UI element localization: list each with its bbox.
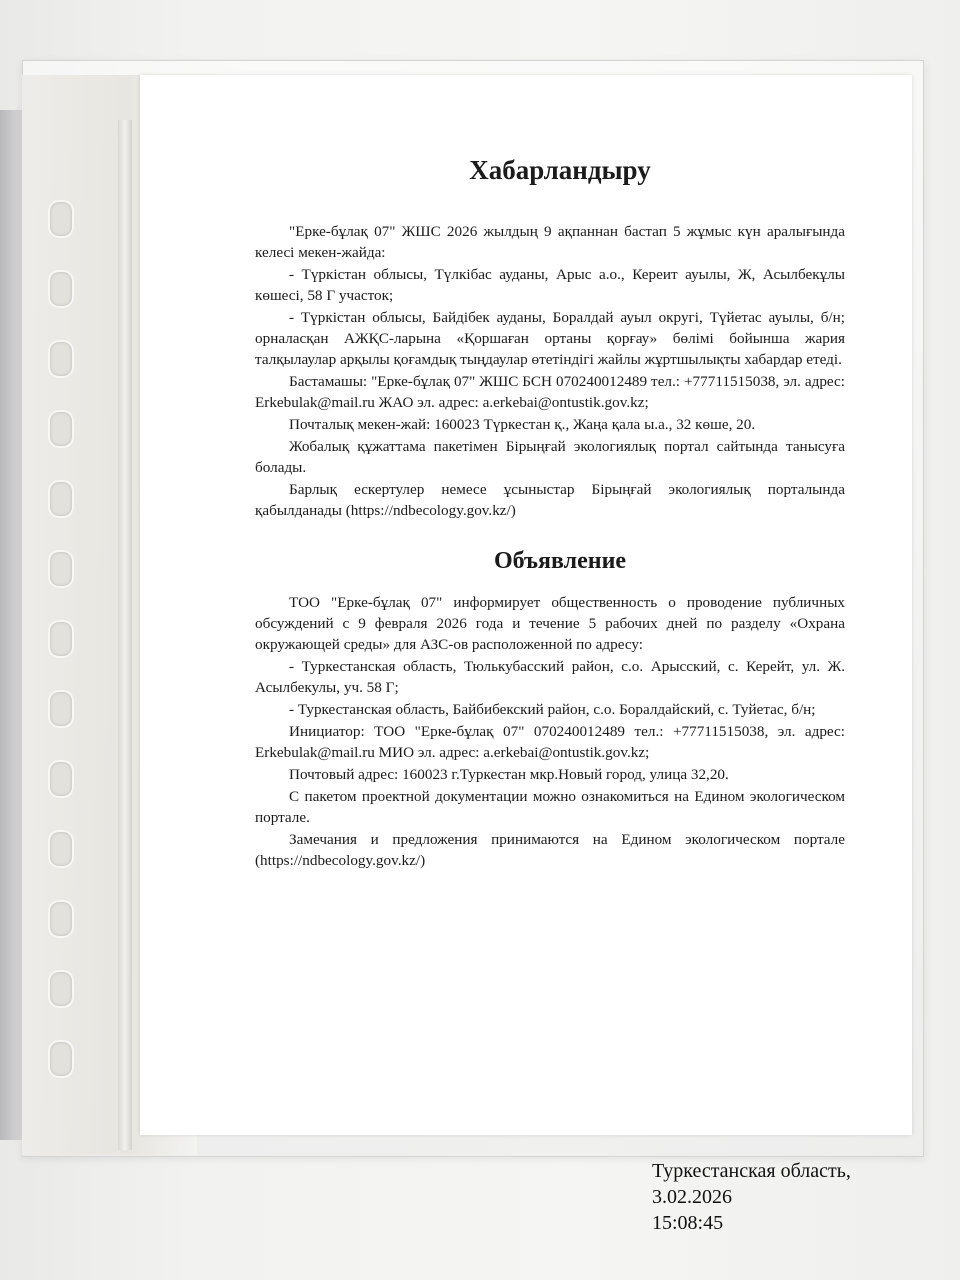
adjacent-sheet (0, 110, 23, 1140)
kz-postal-address: Почталық мекен-жай: 160023 Түркестан қ., Жаңа қала ы.а., 32 көше, 20. (289, 416, 756, 433)
ru-initiator: Инициатор: ТОО "Ерке-бұлақ 07" 070240012489 тел.: +77711515038, эл. адрес: Erkebulak@mail.ru МИО эл. адрес: a.erkebai@ontustik.gov.kz; (255, 723, 845, 761)
kz-address-1: - Түркістан облысы, Түлкібас ауданы, Арыс а.о., Кереит ауылы, Ж, Асылбекұлы көшесі, 58 Г участок; (255, 266, 845, 304)
timestamp-date: 3.02.2026 (652, 1186, 732, 1208)
ru-comments-note: Замечания и предложения принимаются на Едином экологическом портале (https://ndbecology.gov.kz/) (255, 831, 845, 869)
punch-hole (48, 550, 74, 588)
punch-hole (48, 690, 74, 728)
ru-address-2: - Туркестанская область, Байбибекский район, с.о. Боралдайский, с. Туйетас, б/н; (289, 701, 816, 718)
kz-documents-note: Жобалық құжаттама пакетімен Бірыңғай экологиялық портал сайтында танысуға болады. (255, 438, 845, 476)
ru-postal-address: Почтовый адрес: 160023 г.Туркестан мкр.Новый город, улица 32,20. (289, 766, 729, 783)
punch-hole (48, 970, 74, 1008)
photo-timestamp (652, 1158, 851, 1236)
ru-paragraph-intro: ТОО "Ерке-бұлақ 07" информирует общественность о проводение публичных обсуждений с 9 февраля 2026 года и течение 5 рабочих дней по разделу «Охрана окружающей среды» для АЗС-ов расположенной по адресу: (255, 594, 845, 653)
binder-edge (118, 120, 132, 1150)
punch-hole (48, 620, 74, 658)
punch-hole (48, 270, 74, 308)
kz-title: Хабарландыру (469, 155, 651, 185)
kz-initiator: Бастамашы: "Ерке-бұлақ 07" ЖШС БСН 070240012489 тел.: +77711515038, эл. адрес: Erkebulak@mail.ru ЖАО эл. адрес: a.erkebai@ontustik.gov.kz; (255, 373, 845, 411)
punch-hole (48, 900, 74, 938)
ru-documents-note: С пакетом проектной документации можно ознакомиться на Едином экологическом портале. (255, 788, 845, 826)
ru-address-1: - Туркестанская область, Тюлькубасский район, с.о. Арысский, с. Керейт, ул. Ж. Асылбекулы, уч. 58 Г; (255, 658, 845, 696)
kz-address-2: - Түркістан облысы, Байдібек ауданы, Боралдай ауыл округі, Түйетас ауылы, б/н; орналасқан АЖҚС-ларына «Қоршаған ортаны қорғау» бөлімі бойынша жария талқылаулар арқылы қоғамдық тыңдаулар өтетіндігі жайлы жұртшылықты хабардар етеді. (255, 309, 845, 368)
punch-hole (48, 200, 74, 238)
punch-hole (48, 340, 74, 378)
kz-paragraph-intro: "Ерке-бұлақ 07" ЖШС 2026 жылдың 9 ақпаннан бастап 5 жұмыс күн аралығында келесі мекен-жайда: (255, 223, 845, 261)
punch-hole (48, 410, 74, 448)
punch-hole (48, 1040, 74, 1078)
timestamp-location: Туркестанская область, (652, 1160, 851, 1182)
punch-hole (48, 480, 74, 518)
punch-hole (48, 830, 74, 868)
kz-comments-note: Барлық ескертулер немесе ұсыныстар Бірыңғай экологиялық порталында қабылданады (https://ndbecology.gov.kz/) (255, 481, 845, 519)
ru-title: Объявление (493, 548, 627, 574)
punch-hole (48, 760, 74, 798)
timestamp-time: 15:08:45 (652, 1212, 724, 1234)
notice-content (255, 155, 845, 872)
